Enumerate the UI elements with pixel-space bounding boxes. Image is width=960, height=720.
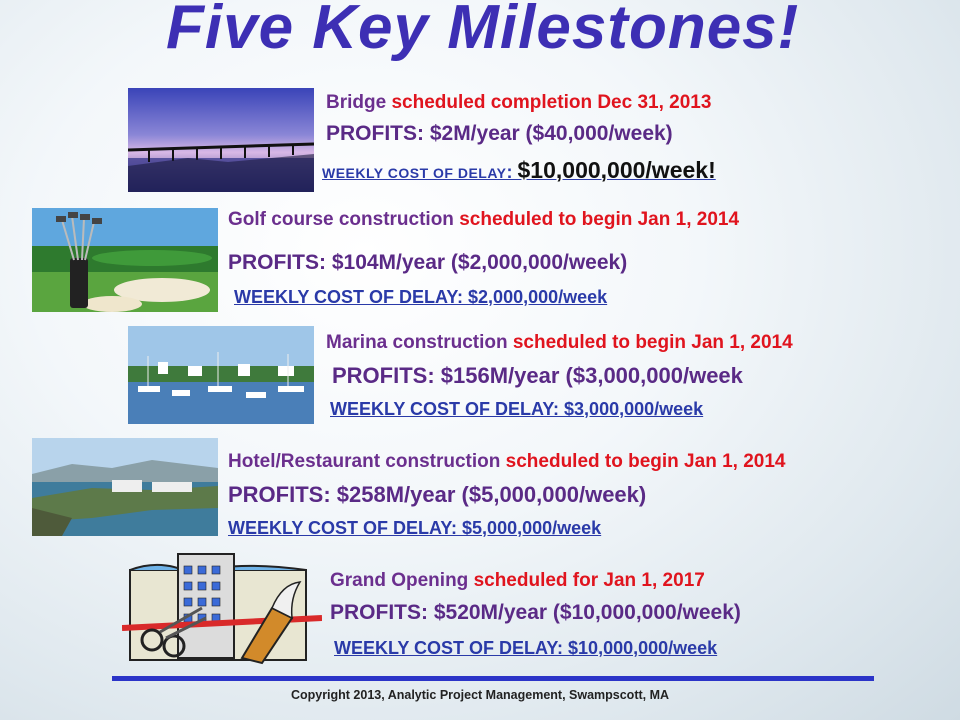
copyright-text: Copyright 2013, Analytic Project Management, Swampscott, MA bbox=[290, 688, 670, 702]
marina-photo bbox=[128, 326, 314, 424]
milestone-name: Golf course construction bbox=[228, 209, 454, 230]
delay-label: WEEKLY COST OF DELAY bbox=[322, 165, 507, 181]
slide-title: Five Key Milestones! bbox=[166, 0, 800, 62]
footer-divider bbox=[112, 676, 874, 681]
golf-delay-cost: WEEKLY COST OF DELAY: $2,000,000/week bbox=[234, 287, 608, 307]
marina-delay-cost: WEEKLY COST OF DELAY: $3,000,000/week bbox=[330, 399, 704, 419]
golf-schedule-line bbox=[228, 209, 739, 231]
milestone-schedule: scheduled to begin Jan 1, 2014 bbox=[459, 209, 740, 230]
milestone-schedule: scheduled for Jan 1, 2017 bbox=[473, 570, 705, 591]
hotel-delay-cost: WEEKLY COST OF DELAY: $5,000,000/week bbox=[228, 518, 602, 538]
hotel-photo bbox=[32, 438, 218, 536]
milestone-schedule: scheduled to begin Jan 1, 2014 bbox=[512, 332, 793, 353]
bridge-photo bbox=[128, 88, 314, 192]
hotel-schedule-line bbox=[228, 451, 785, 473]
bridge-profits: PROFITS: $2M/year ($40,000/week) bbox=[326, 122, 673, 145]
milestone-name: Hotel/Restaurant construction bbox=[228, 451, 501, 472]
grand-opening-profits: PROFITS: $520M/year ($10,000,000/week) bbox=[330, 601, 741, 624]
milestone-schedule: scheduled completion Dec 31, 2013 bbox=[391, 92, 712, 113]
marina-profits: PROFITS: $156M/year ($3,000,000/week bbox=[332, 363, 743, 388]
marina-schedule-line bbox=[326, 332, 793, 354]
milestone-schedule: scheduled to begin Jan 1, 2014 bbox=[505, 451, 786, 472]
milestone-name: Grand Opening bbox=[330, 570, 469, 591]
grand-opening-schedule-line bbox=[330, 570, 705, 592]
delay-value: $10,000,000/week! bbox=[517, 157, 716, 183]
milestone-name: Marina construction bbox=[326, 332, 508, 353]
grand-opening-clipart bbox=[122, 548, 322, 668]
delay-separator: : bbox=[506, 162, 518, 182]
grand-opening-delay-cost: WEEKLY COST OF DELAY: $10,000,000/week bbox=[334, 638, 718, 658]
bridge-schedule-line bbox=[326, 92, 711, 114]
milestone-name: Bridge bbox=[326, 92, 387, 113]
golf-photo bbox=[32, 208, 218, 312]
golf-profits: PROFITS: $104M/year ($2,000,000/week) bbox=[228, 251, 628, 274]
bridge-delay-cost bbox=[322, 157, 716, 184]
hotel-profits: PROFITS: $258M/year ($5,000,000/week) bbox=[228, 482, 647, 507]
